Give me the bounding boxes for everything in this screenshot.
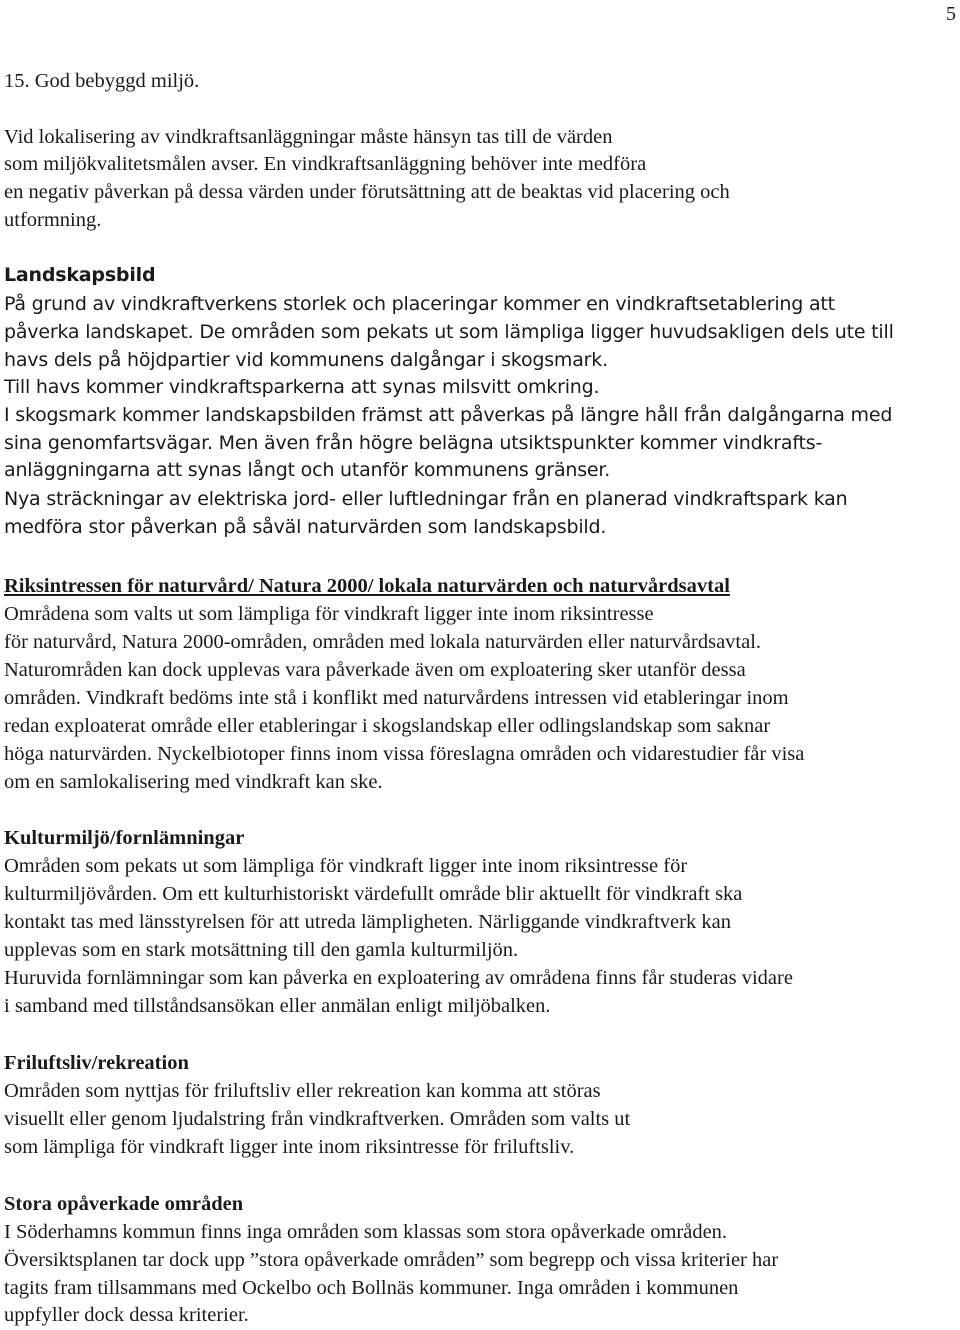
page-number: 5	[946, 3, 956, 25]
text-line: I Söderhamns kommun finns inga områden som klassas som stora opåverkade områden.	[4, 1221, 728, 1243]
landskapsbild-heading: Landskapsbild	[4, 264, 156, 286]
text-line: påverka landskapet. De områden som pekats ut som lämpliga ligger huvudsakligen dels ute till	[4, 321, 894, 343]
text-line: som miljökvalitetsmålen avser. En vindkraftsanläggning behöver inte medföra	[4, 153, 647, 175]
text-line: uppfyller dock dessa kriterier.	[4, 1304, 249, 1326]
text-line: visuellt eller genom ljudalstring från vindkraftverken. Områden som valts ut	[4, 1108, 631, 1130]
text-line: Områdena som valts ut som lämpliga för vindkraft ligger inte inom riksintresse	[4, 603, 654, 625]
text-line: På grund av vindkraftverkens storlek och placeringar kommer en vindkraftsetablering att	[4, 293, 835, 315]
opaverkade-heading: Stora opåverkade områden	[4, 1193, 244, 1215]
friluftsliv-heading: Friluftsliv/rekreation	[4, 1052, 189, 1074]
text-line: som lämpliga för vindkraft ligger inte inom riksintresse för friluftsliv.	[4, 1136, 575, 1158]
text-line: redan exploaterat område eller etableringar i skogslandskap eller odlingslandskap som saknar	[4, 715, 771, 737]
text-line: Områden som pekats ut som lämpliga för vindkraft ligger inte inom riksintresse för	[4, 855, 688, 877]
text-line: för naturvård, Natura 2000-områden, områden med lokala naturvärden eller naturvårdsavtal.	[4, 631, 762, 653]
riksintressen-heading: Riksintressen för naturvård/ Natura 2000/ lokala naturvärden och naturvårdsavtal	[4, 575, 730, 597]
text-line: medföra stor påverkan på såväl naturvärden som landskapsbild.	[4, 516, 607, 538]
text-line: kontakt tas med länsstyrelsen för att utreda lämpligheten. Närliggande vindkraftverk kan	[4, 911, 731, 933]
text-line: Till havs kommer vindkraftsparkerna att synas milsvitt omkring.	[4, 376, 600, 398]
text-line: Huruvida fornlämningar som kan påverka en exploatering av områdena finns får studeras vidare	[4, 967, 793, 989]
text-line: områden. Vindkraft bedöms inte stå i konflikt med naturvårdens intressen vid etableringar inom	[4, 687, 789, 709]
kulturmiljo-heading: Kulturmiljö/fornlämningar	[4, 827, 245, 849]
section-heading: 15. God bebyggd miljö.	[4, 70, 200, 92]
text-line: Naturområden kan dock upplevas vara påverkade även om exploatering sker utanför dessa	[4, 659, 746, 681]
text-line: tagits fram tillsammans med Ockelbo och Bollnäs kommuner. Inga områden i kommunen	[4, 1277, 739, 1299]
text-line: i samband med tillståndsansökan eller anmälan enligt miljöbalken.	[4, 995, 551, 1017]
text-line: sina genomfartsvägar. Men även från högre belägna utsiktspunkter kommer vindkrafts-	[4, 432, 823, 454]
text-line: kulturmiljövården. Om ett kulturhistoriskt värdefullt område blir aktuellt för vindkraft ska	[4, 883, 743, 905]
text-line: en negativ påverkan på dessa värden under förutsättning att de beaktas vid placering och	[4, 181, 730, 203]
text-line: Översiktsplanen tar dock upp ”stora opåverkade områden” som begrepp och vissa kriterier har	[4, 1249, 779, 1271]
text-line: utformning.	[4, 209, 102, 231]
text-line: I skogsmark kommer landskapsbilden främst att påverkas på längre håll från dalgångarna med	[4, 404, 893, 426]
text-line: havs dels på höjdpartier vid kommunens dalgångar i skogsmark.	[4, 349, 608, 371]
text-line: Vid lokalisering av vindkraftsanläggningar måste hänsyn tas till de värden	[4, 126, 613, 148]
text-line: upplevas som en stark motsättning till den gamla kulturmiljön.	[4, 939, 519, 961]
text-line: anläggningarna att synas långt och utanför kommunens gränser.	[4, 459, 611, 481]
text-line: om en samlokalisering med vindkraft kan ske.	[4, 771, 383, 793]
text-line: Nya sträckningar av elektriska jord- eller luftledningar från en planerad vindkraftspark kan	[4, 488, 848, 510]
text-line: höga naturvärden. Nyckelbiotoper finns inom vissa föreslagna områden och vidarestudier får visa	[4, 743, 805, 765]
text-line: Områden som nyttjas för friluftsliv eller rekreation kan komma att störas	[4, 1080, 601, 1102]
